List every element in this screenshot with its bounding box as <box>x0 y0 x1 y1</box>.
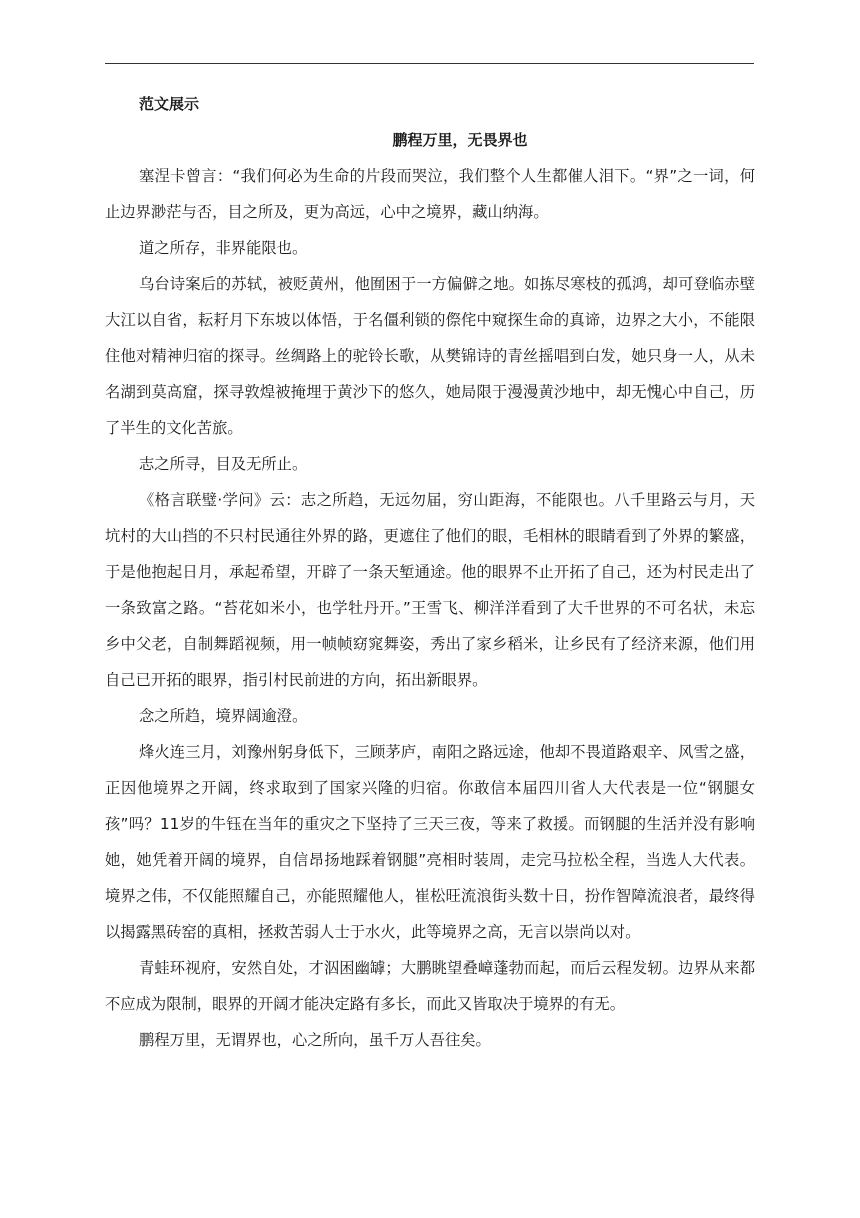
paragraph: 烽火连三月，刘豫州躬身低下，三顾茅庐，南阳之路远途，他却不畏道路艰辛、风雪之盛，正因他境界之开阔，终求取到了国家兴隆的归宿。你敢信本届四川省人大代表是一位“钢腿女孩”吗？11岁的牛钰在当年的重灾之下坚持了三天三夜，等来了救援。而钢腿的生活并没有影响她，她凭着开阔的境界，自信昂扬地踩着钢腿”亮相时装周，走完马拉松全程，当选人大代表。境界之伟，不仅能照耀自己，亦能照耀他人，崔松旺流浪街头数十日，扮作智障流浪者，最终得以揭露黑砖窑的真相，拯救苦弱人士于水火，此等境界之高，无言以崇尚以对。 <box>105 743 755 941</box>
paragraph: 鹏程万里，无谓界也，心之所向，虽千万人吾往矣。 <box>139 1031 491 1049</box>
paragraph: 志之所寻，目及无所止。 <box>139 455 308 473</box>
paragraph: 塞涅卡曾言：“我们何必为生命的片段而哭泣，我们整个人生都催人泪下。“界”之一词，何止边界渺茫与否，目之所及，更为高远，心中之境界，藏山纳海。 <box>105 167 755 221</box>
essay-content <box>105 86 755 1058</box>
essay-title: 鹏程万里，无畏界也 <box>392 131 528 149</box>
paragraph: 道之所存，非界能限也。 <box>139 239 308 257</box>
paragraph: 《格言联璧·学问》云：志之所趋，无远勿届，穷山距海，不能限也。八千里路云与月，天坑村的大山挡的不只村民通往外界的路，更遮住了他们的眼，毛相林的眼睛看到了外界的繁盛，于是他抱起日月，承起希望，开辟了一条天堑通途。他的眼界不止开拓了自己，还为村民走出了一条致富之路。“苔花如米小，也学牡丹开。”王雪飞、柳洋洋看到了大千世界的不可名状，未忘乡中父老，自制舞蹈视频，用一帧帧窈窕舞姿，秀出了家乡稻米，让乡民有了经济来源，他们用自己已开拓的眼界，指引村民前进的方向，拓出新眼界。 <box>105 491 755 689</box>
paragraph: 念之所趋，境界阔逾澄。 <box>139 707 308 725</box>
section-label: 范文展示 <box>139 95 200 113</box>
header-rule <box>105 63 754 64</box>
paragraph: 乌台诗案后的苏轼，被贬黄州，他囿困于一方偏僻之地。如拣尽寒枝的孤鸿，却可登临赤壁大江以自省，耘耔月下东坡以体悟，于名僵利锁的傺侘中窥探生命的真谛，边界之大小，不能限住他对精神归宿的探寻。丝绸路上的驼铃长歌，从樊锦诗的青丝摇唱到白发，她只身一人，从未名湖到莫高窟，探寻敦煌被掩埋于黄沙下的悠久，她局限于漫漫黄沙地中，却无愧心中自己，历了半生的文化苦旅。 <box>105 275 755 437</box>
paragraph: 青蛙环视府，安然自处，才泅困幽罅；大鹏眺望叠嶂蓬勃而起，而后云程发轫。边界从来都不应成为限制，眼界的开阔才能决定路有多长，而此又皆取决于境界的有无。 <box>105 959 755 1013</box>
